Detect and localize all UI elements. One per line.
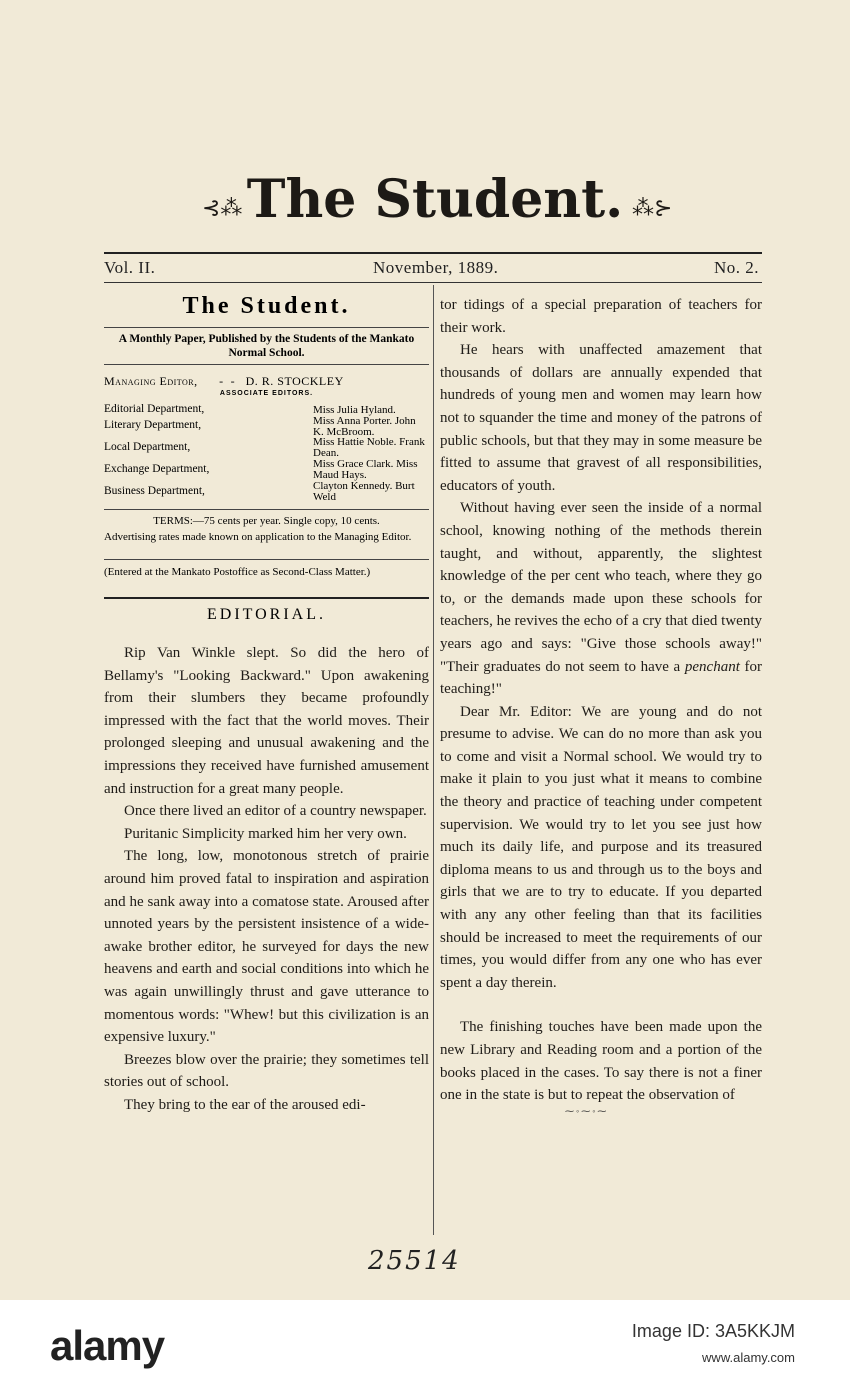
paragraph: They bring to the ear of the aroused edi- [124, 1096, 366, 1113]
issue-number: No. 2. [714, 258, 760, 277]
right-column-text [440, 294, 762, 1107]
dept-editorial-names: Miss Julia Hyland. [313, 404, 396, 416]
volume-label: Vol. II. [104, 258, 156, 277]
left-column-text [104, 642, 429, 1116]
paragraph: Without having ever seen the inside of a normal school, knowing nothing of the methods therein taught, and without, apparently, the slightest knowledge of the per cent who teach, where they go to, or the demands made upon these schools for teachers, he revives the echo of a cry that died twenty years ago and says: "Give those schools away!" "Their graduates do not seem to have a penchant for teaching!" [440, 500, 763, 698]
stock-url: www.alamy.com [702, 1350, 795, 1365]
section-break-ornament-icon: ⁓◦⁓◦⁓ [565, 1106, 609, 1116]
alamy-logo: alamy [50, 1322, 165, 1369]
dept-local-names: Miss Hattie Noble. Frank Dean. [313, 436, 425, 459]
terms-rule [104, 559, 429, 560]
editorial-heading: EDITORIAL. [206, 606, 327, 623]
managing-editor-name: D. R. STOCKLEY [245, 374, 344, 388]
paragraph: Once there lived an editor of a country newspaper. [124, 803, 427, 820]
image-id: Image ID: 3A5KKJM [631, 1321, 795, 1341]
paragraph: Rip Van Winkle slept. So did the hero of Bellamy's "Looking Backward." Upon awakening from their slumbers they became profoundly impressed with the fact that the world moves. Their prolonged sleeping and unusual awakening and the impressions they received have furnished amusement and instruction for a great many people. [104, 645, 429, 797]
dept-exchange-names: Miss Grace Clark. Miss Maud Hays. [313, 458, 418, 481]
paragraph: Puritanic Simplicity marked him her very own. [124, 825, 407, 842]
staff-rule [104, 509, 429, 510]
managing-editor-line: Managing Editor, - - D. R. STOCKLEY [104, 374, 344, 388]
associate-editors-label: ASSOCIATE EDITORS. [219, 390, 314, 397]
left-ornament-icon: ⊰⁂ [202, 195, 243, 220]
dept-business-names: Clayton Kennedy. Burt Weld [313, 480, 415, 503]
subtitle-rule [104, 364, 429, 365]
terms: TERMS:—75 cents per year. Single copy, 10 cents. [153, 515, 380, 527]
column-divider [433, 285, 434, 1235]
paragraph: Breezes blow over the prairie; they sometimes tell stories out of school. [104, 1051, 429, 1091]
advertising-note: Advertising rates made known on application to the Managing Editor. [104, 531, 412, 543]
paragraph: Dear Mr. Editor: We are young and do not presume to advise. We can do no more than ask you to come and visit a Normal school. We would try to make it plain to you just what it means to combine the theory and practice of teaching under competent supervision. We would try to let you see just how much its daily life, and purpose and its treasured diploma means to us and through us to the boys and girls that we are to try to educate. If you departed with any any other feeling than that its facilities should be increased to meet the requirements of our times, you would differ from any one who has ever spent a day therein. [440, 703, 762, 991]
dept-local: Local Department, [104, 441, 191, 453]
dept-literary-names: Miss Anna Porter. John K. McBroom. [313, 415, 416, 438]
dept-literary: Literary Department, [104, 419, 202, 431]
handwritten-number: 25514 [368, 1246, 461, 1276]
penchant-word: penchant [684, 658, 740, 675]
title-rule [104, 327, 429, 328]
postoffice-note: (Entered at the Mankato Postoffice as Second-Class Matter.) [104, 566, 371, 578]
dept-business: Business Department, [104, 485, 205, 497]
paragraph: The long, low, monotonous stretch of prairie around him proved fatal to inspiration and aspiration and he sank away into a comatose state. Aroused after unnoted years by the persistent insistence of a wide-awake brother editor, he surveyed for days the new heavens and earth and social conditions into which he was again unwillingly thrust and gave utterance to momentous words: "Whew! but this civilization is an expensive luxury." [104, 848, 429, 1046]
paragraph: He hears with unaffected amazement that thousands of dollars are annually expended that hundreds of young men and women may learn how not to squander the time and money of the patrons of public schools, but that they may in some measure be fitted to assume that gravest of all responsibilities, educators of youth. [440, 342, 762, 494]
section-rule [104, 597, 429, 599]
issue-date: November, 1889. [373, 258, 499, 277]
dateline-rule [104, 282, 762, 283]
paragraph: The finishing touches have been made upon the new Library and Reading room and a portion of the books placed in the cases. To say there is not a finer one in the state is but to repeat the observation of [440, 1019, 762, 1104]
paragraph: tor tidings of a special preparation of teachers for their work. [440, 297, 762, 336]
masthead-rule [104, 252, 762, 254]
paper-title: The Student. [182, 293, 351, 319]
paper-subtitle: A Monthly Paper, Published by the Students of the Mankato Normal School. [118, 333, 415, 359]
dept-exchange: Exchange Department, [104, 463, 210, 475]
dept-editorial: Editorial Department, [104, 403, 205, 415]
masthead-title: The Student. [246, 169, 624, 230]
right-ornament-icon: ⁂⊱ [632, 195, 673, 220]
